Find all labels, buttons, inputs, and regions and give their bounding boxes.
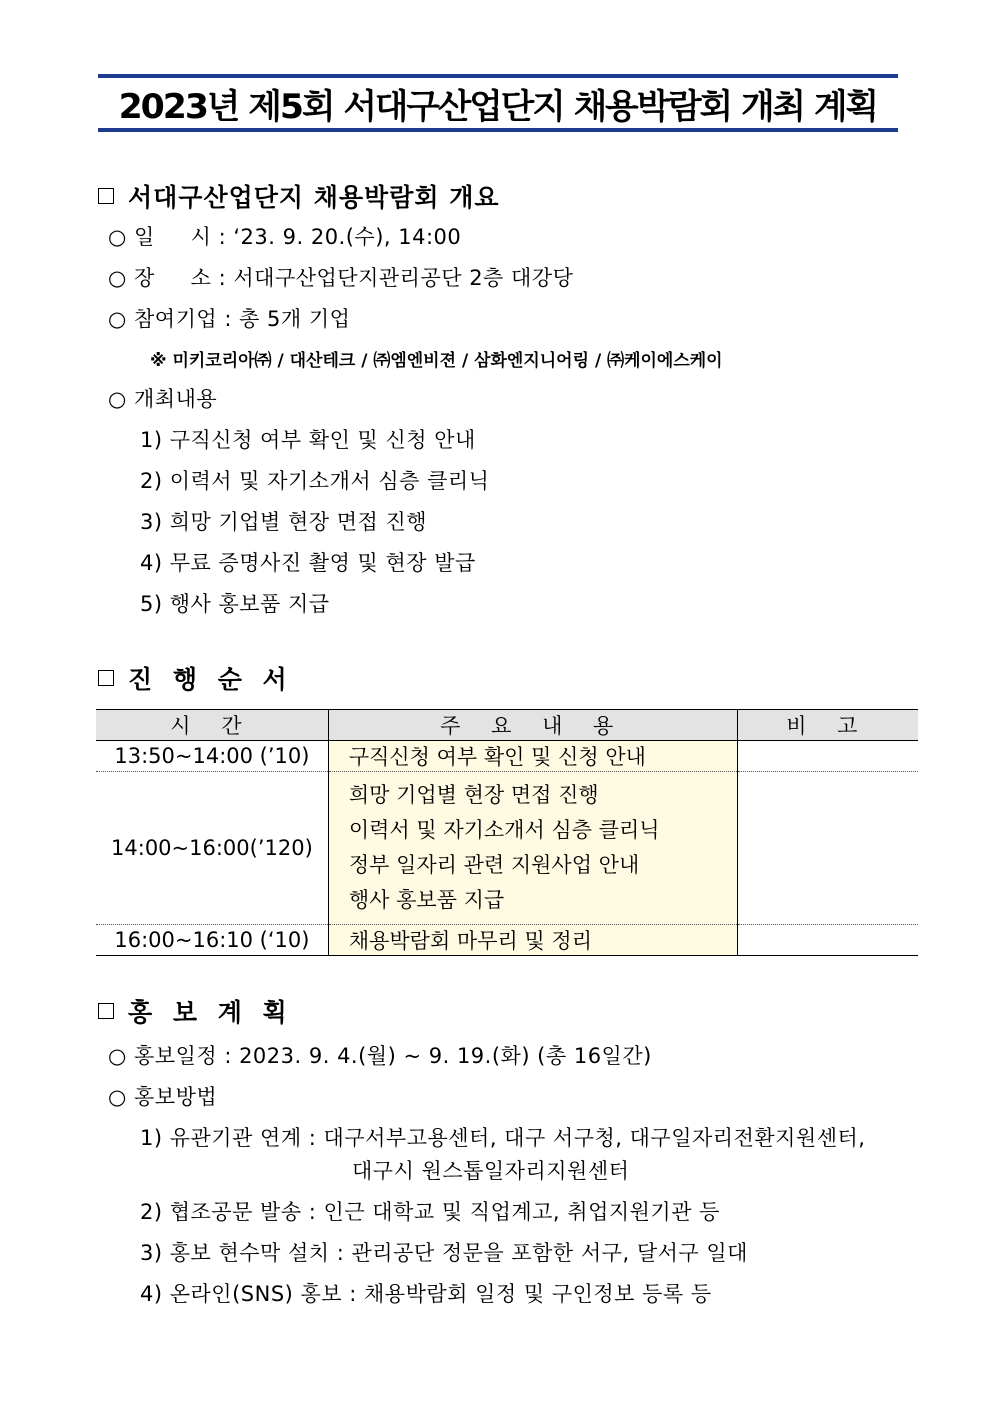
method-item: 1) 유관기관 연계 : 대구서부고용센터, 대구 서구청, 대구일자리전환지원센터,	[140, 1126, 866, 1150]
table-row	[96, 925, 918, 956]
overview-date: ○ 일 시 : ‘23. 9. 20.(수), 14:00	[108, 225, 462, 249]
method-item: 4) 온라인(SNS) 홍보 : 채용박람회 일정 및 구인정보 등록 등	[140, 1282, 712, 1306]
content-item: 4) 무료 증명사진 촬영 및 현장 발급	[140, 551, 476, 575]
header-time: 시 간	[96, 710, 328, 741]
content-item: 3) 희망 기업별 현장 면접 진행	[140, 510, 428, 534]
row-time: 16:00~16:10 (‘10)	[96, 925, 328, 956]
section-overview-heading	[98, 178, 500, 214]
companies-note: ※ 미키코리아㈜ / 대산테크 / ㈜엠엔비젼 / 삼화엔지니어링 / ㈜케이에스케이	[150, 351, 723, 371]
promotion-period: ○ 홍보일정 : 2023. 9. 4.(월) ~ 9. 19.(화) (총 16일간)	[108, 1044, 652, 1068]
row-time: 14:00~16:00(’120)	[96, 772, 328, 925]
row-content: 채용박람회 마무리 및 정리	[328, 925, 737, 956]
promotion-method-label: ○ 홍보방법	[108, 1085, 218, 1109]
document-title: 2023년 제5회 서대구산업단지 채용박람회 개최 계획	[118, 86, 878, 127]
circle-bullet-icon: ○	[108, 1085, 127, 1109]
square-bullet-icon	[98, 1003, 114, 1019]
circle-bullet-icon: ○	[108, 307, 127, 331]
row-content	[328, 772, 737, 925]
content-item: 5) 행사 홍보품 지급	[140, 592, 330, 616]
method-item: 3) 홍보 현수막 설치 : 관리공단 정문을 포함한 서구, 달서구 일대	[140, 1241, 748, 1265]
circle-bullet-icon: ○	[108, 225, 127, 249]
section-title: 진 행 순 서	[128, 665, 293, 694]
header-content: 주 요 내 용	[328, 710, 737, 741]
square-bullet-icon	[98, 188, 114, 204]
document-title-box	[98, 74, 898, 132]
section-title: 홍 보 계 획	[128, 998, 293, 1027]
overview-content-label: ○ 개최내용	[108, 387, 218, 411]
row-note	[737, 741, 918, 772]
section-schedule-heading	[98, 660, 293, 696]
content-item: 1) 구직신청 여부 확인 및 신청 안내	[140, 428, 476, 452]
table-row	[96, 772, 918, 925]
overview-place: ○ 장 소 : 서대구산업단지관리공단 2층 대강당	[108, 266, 574, 290]
circle-bullet-icon: ○	[108, 266, 127, 290]
content-item: 2) 이력서 및 자기소개서 심층 클리닉	[140, 469, 490, 493]
method-item: 2) 협조공문 발송 : 인근 대학교 및 직업계고, 취업지원기관 등	[140, 1200, 720, 1224]
schedule-table	[96, 709, 918, 956]
section-title: 서대구산업단지 채용박람회 개요	[128, 183, 500, 212]
header-note: 비 고	[737, 710, 918, 741]
table-row	[96, 741, 918, 772]
circle-bullet-icon: ○	[108, 387, 127, 411]
row-content-item: 행사 홍보품 지급	[348, 888, 505, 912]
section-promotion-heading	[98, 993, 293, 1029]
method-item-continued: 대구시 원스톱일자리지원센터	[352, 1159, 630, 1183]
row-content-item: 희망 기업별 현장 면접 진행	[348, 783, 599, 807]
row-content-item: 정부 일자리 관련 지원사업 안내	[348, 853, 640, 877]
overview-companies: ○ 참여기업 : 총 5개 기업	[108, 307, 351, 331]
row-note	[737, 772, 918, 925]
row-time: 13:50~14:00 (’10)	[96, 741, 328, 772]
row-content-item: 이력서 및 자기소개서 심층 클리닉	[348, 818, 660, 842]
square-bullet-icon	[98, 670, 114, 686]
circle-bullet-icon: ○	[108, 1044, 127, 1068]
table-header-row	[96, 710, 918, 741]
row-note	[737, 925, 918, 956]
row-content: 구직신청 여부 확인 및 신청 안내	[328, 741, 737, 772]
